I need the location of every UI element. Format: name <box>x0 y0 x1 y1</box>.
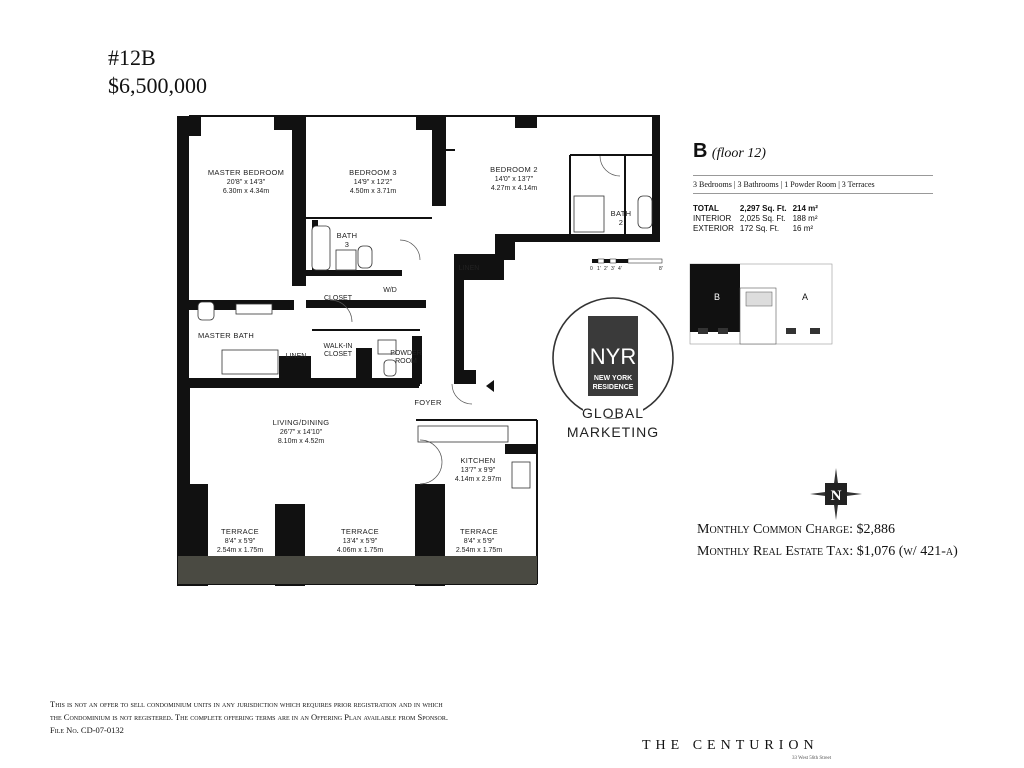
scale-bar <box>588 258 668 276</box>
listing-header <box>108 44 207 100</box>
svg-text:13'7" x 9'9": 13'7" x 9'9" <box>460 467 496 474</box>
area-row-total: TOTAL 2,297 Sq. Ft. 214 m² <box>693 204 818 213</box>
terrace-right-label: TERRACE <box>460 527 498 536</box>
area-table <box>693 204 824 234</box>
powder-label: POWDER <box>390 350 422 357</box>
svg-text:2.54m x 1.75m: 2.54m x 1.75m <box>455 547 503 554</box>
svg-text:4.06m x 1.75m: 4.06m x 1.75m <box>336 547 384 554</box>
closet-label: CLOSET <box>323 295 353 302</box>
nyr-logo <box>548 296 678 444</box>
floor-label: (floor 12) <box>711 146 766 161</box>
area-row-interior: INTERIOR 2,025 Sq. Ft. 188 m² <box>693 214 818 223</box>
logo-line2: RESIDENCE <box>592 384 634 391</box>
compass-n: N <box>830 488 842 504</box>
keyplan-b: B <box>714 292 721 302</box>
unit-summary <box>693 140 933 234</box>
svg-text:2.54m x 1.75m: 2.54m x 1.75m <box>216 547 264 554</box>
svg-text:CLOSET: CLOSET <box>323 351 353 358</box>
key-plan <box>690 264 832 344</box>
logo-monogram: NYR <box>589 344 637 369</box>
svg-text:8.10m x 4.52m: 8.10m x 4.52m <box>277 438 325 445</box>
unit-letter: B <box>693 140 708 162</box>
terrace-pavers <box>178 556 537 584</box>
svg-text:2: 2 <box>618 218 624 227</box>
bedroom3-label: BEDROOM 3 <box>349 168 397 177</box>
svg-text:8'4" x 5'9": 8'4" x 5'9" <box>224 538 256 545</box>
unit-number: #12B <box>108 45 156 70</box>
foyer-label: FOYER <box>414 398 442 407</box>
master-bedroom-label: MASTER BEDROOM <box>207 168 285 177</box>
real-estate-tax: Monthly Real Estate Tax: $1,076 (w/ 421-a) <box>697 544 958 559</box>
svg-text:4.14m x 2.97m: 4.14m x 2.97m <box>454 476 502 483</box>
linen-label: LINEN <box>285 353 307 360</box>
svg-text:14'9" x 12'2": 14'9" x 12'2" <box>353 179 393 186</box>
bedroom2-label: BEDROOM 2 <box>490 165 538 174</box>
rooms-line: 3 Bedrooms | 3 Bathrooms | 1 Powder Room | 3 Terraces <box>693 175 933 194</box>
svg-text:26'7" x 14'10": 26'7" x 14'10" <box>279 429 323 436</box>
wd-label: W/D <box>383 287 397 294</box>
monthly-fees <box>697 519 958 563</box>
area-row-exterior: EXTERIOR 172 Sq. Ft. 16 m² <box>693 224 814 233</box>
bath2-label: BATH <box>610 209 632 218</box>
file-number: File No. CD-07-0132 <box>50 725 124 735</box>
building-address: 33 West 56th Street <box>792 756 832 761</box>
scale-tick-8: 8' <box>659 266 663 272</box>
scale-tick-4: 4' <box>618 266 622 272</box>
terrace-mid-label: TERRACE <box>341 527 379 536</box>
scale-tick-1: 1' <box>597 266 601 272</box>
keyplan-a: A <box>802 292 809 302</box>
legal-disclaimer: This is not an offer to sell condominium units in any jurisdiction which requires prior registration and in which the Condominium is not registered. The complete offering terms are in an Offering Plan available from Sponsor. File No. CD-07-0132 <box>50 698 570 737</box>
master-bath-label: MASTER BATH <box>197 331 255 340</box>
svg-text:20'8" x 14'3": 20'8" x 14'3" <box>226 179 266 186</box>
svg-text:8'4" x 5'9": 8'4" x 5'9" <box>463 538 495 545</box>
svg-text:4.50m x 3.71m: 4.50m x 3.71m <box>349 188 397 195</box>
compass-rose <box>808 466 864 522</box>
bath3-label: BATH <box>336 231 358 240</box>
svg-text:3: 3 <box>344 240 350 249</box>
listing-price: $6,500,000 <box>108 73 207 98</box>
linen2-label: LINEN <box>458 265 480 272</box>
logo-marketing: MARKETING <box>566 424 660 440</box>
svg-text:4.27m x 4.14m: 4.27m x 4.14m <box>490 185 538 192</box>
walk-in-label: WALK-IN <box>323 343 353 350</box>
logo-line1: NEW YORK <box>593 375 633 382</box>
kitchen-label: KITCHEN <box>460 456 496 465</box>
common-charge: Monthly Common Charge: $2,886 <box>697 522 896 537</box>
logo-global: GLOBAL <box>581 405 645 421</box>
scale-tick-2: 2' <box>604 266 608 272</box>
entry-arrow <box>486 380 494 392</box>
svg-text:6.30m x 4.34m: 6.30m x 4.34m <box>222 188 270 195</box>
scale-tick-3: 3' <box>611 266 615 272</box>
svg-text:13'4" x 5'9": 13'4" x 5'9" <box>342 538 378 545</box>
living-label: LIVING/DINING <box>272 418 330 427</box>
terrace-left-label: TERRACE <box>221 527 259 536</box>
building-brand: THE CENTURION <box>642 738 819 753</box>
scale-tick-0: 0 <box>590 266 593 272</box>
svg-text:ROOM: ROOM <box>395 358 417 365</box>
svg-text:14'0" x 13'7": 14'0" x 13'7" <box>494 176 534 183</box>
